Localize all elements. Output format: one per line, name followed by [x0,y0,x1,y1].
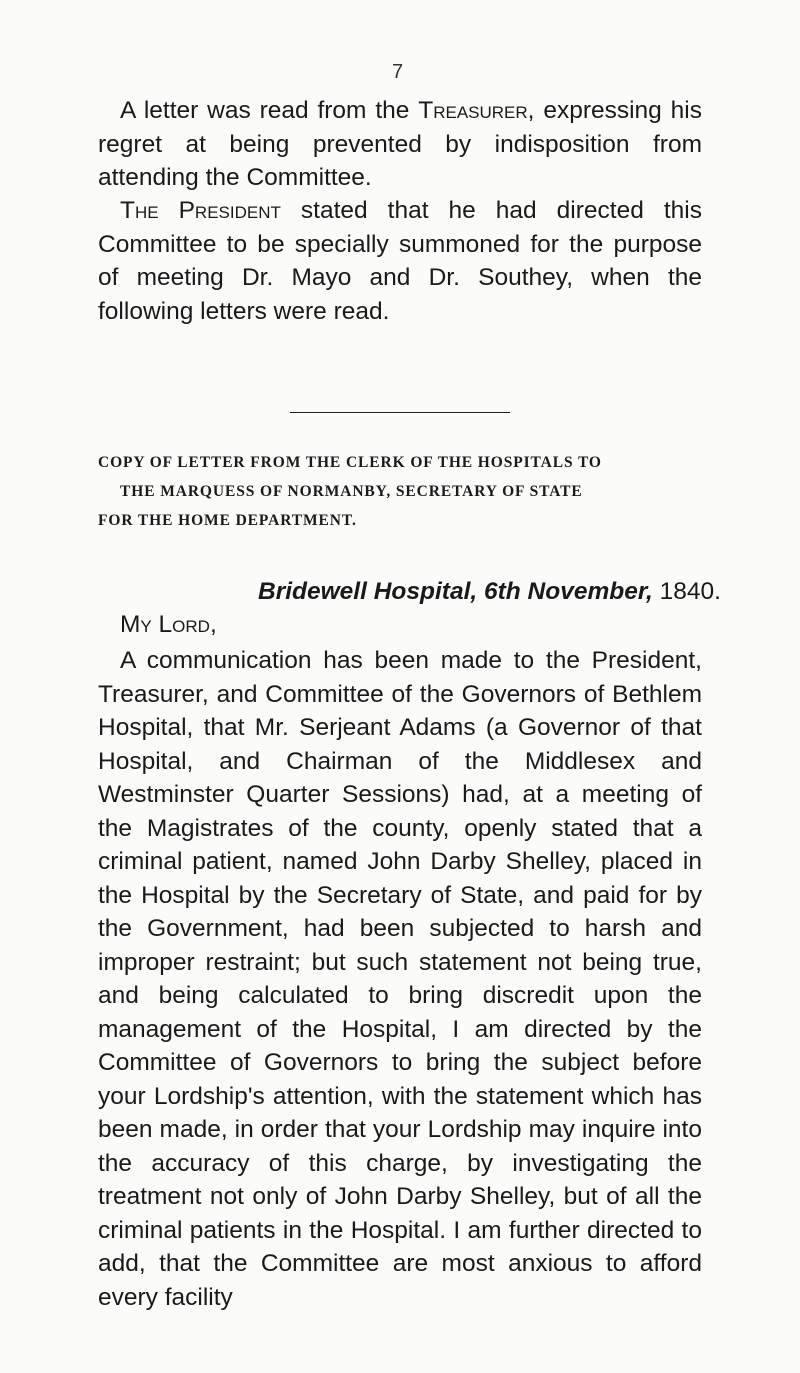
paragraph-text: stated that he had directed this Committee to be specially summoned for the purpose of meeting Dr. Mayo and Dr. Southey, when the following letters were read. [98,197,702,325]
page-number: 7 [392,61,404,83]
paragraph-president-statement [98,194,702,328]
president-smallcaps: The President [120,197,281,224]
heading-line: COPY OF LETTER FROM THE CLERK OF THE HOSPITALS TO [98,454,602,471]
letter-body: A communication has been made to the President, Treasurer, and Committee of the Governors of Bethlem Hospital, that Mr. Serjeant Adams (a Governor of that Hospital, and Chairman of the Middlesex and Westminster Quarter Sessions) had, at a meeting of the Magistrates of the county, openly stated that a criminal patient, named John Darby Shelley, placed in the Hospital by the Secretary of State, and paid for by the Government, had been subjected to harsh and improper restraint; but such statement not being true, and being calculated to bring discredit upon the management of the Hospital, I am directed by the Committee of Governors to bring the subject before your Lordship's attention, with the statement which has been made, in order that your Lordship may inquire into the accuracy of this charge, by investigating the treatment not only of John Darby Shelley, but of all the criminal patients in the Hospital. I am further directed to add, that the Committee are most anxious to afford every facility [98,647,702,1311]
paragraph-text: , expressing his regret at being prevented by indisposition from attending the Committee. [98,97,702,191]
section-divider [290,412,510,413]
paragraph-text: A letter was read from the [120,97,419,124]
dateline-year: 1840. [652,578,721,605]
dateline-place: Bridewell Hospital, 6th November, [258,578,653,605]
letter-heading [98,448,702,535]
letter-dateline [258,575,721,609]
heading-line: FOR THE HOME DEPARTMENT. [98,512,357,529]
heading-line: THE MARQUESS OF NORMANBY, SECRETARY OF STATE [120,483,583,500]
treasurer-smallcaps: Treasurer [418,97,528,124]
paragraph-treasurer-letter [98,94,702,195]
letter-salutation: My Lord, [120,611,217,638]
